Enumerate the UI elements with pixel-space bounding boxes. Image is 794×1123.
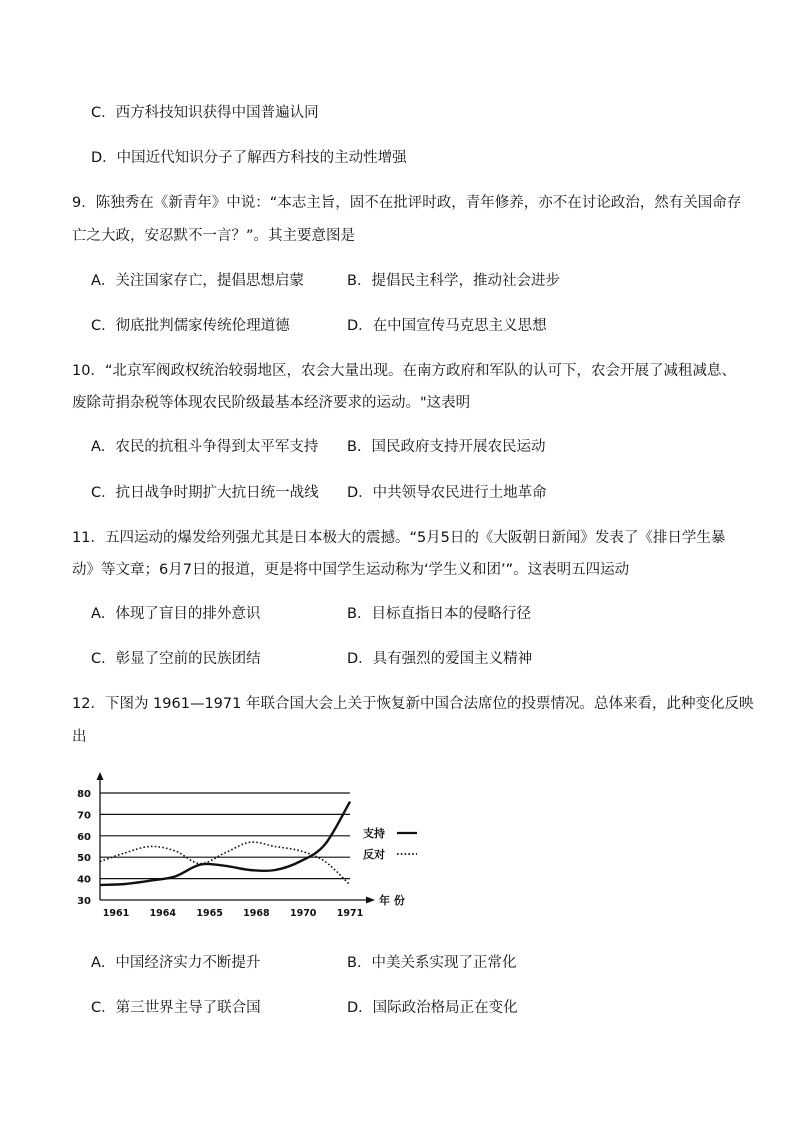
x-tick-label: 1968 <box>243 908 270 919</box>
option-c: C．彻底批判儒家传统伦理道德 <box>91 318 290 334</box>
option-a: A．关注国家存亡，提倡思想启蒙 <box>91 273 304 289</box>
x-tick-label: 1965 <box>196 908 223 919</box>
y-tick-label: 70 <box>77 810 91 822</box>
question-9-text-line-2: 亡之大政，安忍默不一言？”。其主要意图是 <box>72 228 356 244</box>
option-a: A．农民的抗租斗争得到太平军支持 <box>91 439 319 455</box>
y-tick-label: 80 <box>77 789 91 800</box>
question-11-text-line-2: 动》等文章；6月7日的报道，更是将中国学生运动称为‘学生义和团’”。这表明五四运动 <box>72 562 630 578</box>
legend-label: 反对 <box>363 848 385 861</box>
y-tick-label: 30 <box>77 896 91 907</box>
x-tick-label: 1970 <box>289 908 317 919</box>
x-tick-label: 1964 <box>149 908 177 919</box>
option-b: B．目标直指日本的侵略行径 <box>347 606 531 622</box>
legend-label: 支持 <box>363 827 385 840</box>
x-tick-label: 1971 <box>336 908 364 919</box>
question-12-text-line-2: 出 <box>72 729 87 745</box>
x-axis-label: 年 份 <box>379 894 405 907</box>
question-10-text-line-2: 废除苛捐杂税等体现农民阶级最基本经济要求的运动。"这表明 <box>72 395 471 411</box>
y-tick-label: 40 <box>77 874 91 886</box>
option-d: D．国际政治格局正在变化 <box>347 1000 518 1016</box>
y-tick-label: 60 <box>77 831 91 843</box>
question-12-text-line-1: 12．下图为 1961—1971 年联合国大会上关于恢复新中国合法席位的投票情况。总体来看，此种变化反映 <box>72 696 754 712</box>
option-c: C．第三世界主导了联合国 <box>91 1000 261 1016</box>
y-axis-arrow <box>97 772 104 780</box>
option-d: D．中国近代知识分子了解西方科技的主动性增强 <box>91 150 407 166</box>
question-10-text-line-1: 10．“北京军阀政权统治较弱地区，农会大量出现。在南方政府和军队的认可下，农会开展了减租减息、 <box>72 363 736 379</box>
option-d: D．中共领导农民进行土地革命 <box>347 485 547 501</box>
y-tick-label: 50 <box>77 853 91 865</box>
option-b: B．国民政府支持开展农民运动 <box>347 439 546 455</box>
option-c: C．彰显了空前的民族团结 <box>91 651 261 667</box>
option-d: D．在中国宣传马克思主义思想 <box>347 318 547 334</box>
chart-legend <box>363 826 417 861</box>
x-axis-arrow <box>366 897 375 904</box>
option-c: C．抗日战争时期扩大抗日统一战线 <box>91 485 319 501</box>
question-9-text-line-1: 9．陈独秀在《新青年》中说：“本志主旨，固不在批评时政，青年修养，亦不在讨论政治，然有关国命存 <box>72 195 742 211</box>
option-c: C．西方科技知识获得中国普遍认同 <box>91 105 319 121</box>
x-tick-label: 1961 <box>102 908 130 919</box>
chart-axes <box>77 772 405 919</box>
option-b: B．提倡民主科学，推动社会进步 <box>347 273 560 289</box>
option-d: D．具有强烈的爱国主义精神 <box>347 651 533 667</box>
option-a: A．体现了盲目的排外意识 <box>91 606 261 622</box>
question-11-text-line-1: 11．五四运动的爆发给列强尤其是日本极大的震撼。“5月5日的《大阪朝日新闻》发表了《排日学生暴 <box>72 530 726 546</box>
option-a: A．中国经济实力不断提升 <box>91 955 261 971</box>
option-b: B．中美关系实现了正常化 <box>347 955 517 971</box>
vote-chart <box>70 770 430 920</box>
